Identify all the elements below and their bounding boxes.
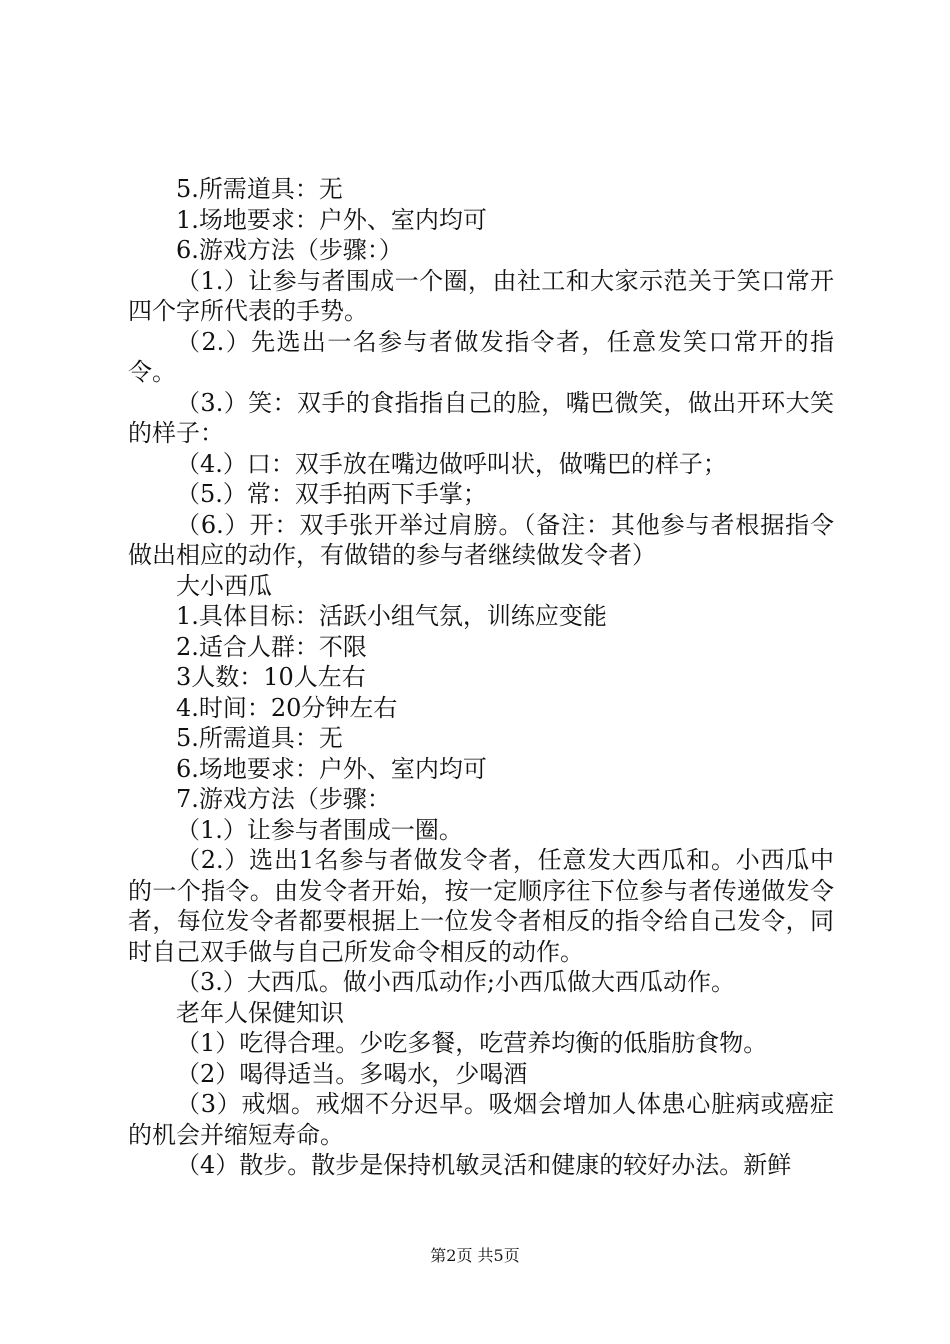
paragraph: 3人数：10人左右 <box>176 663 366 691</box>
paragraph: 2.适合人群：不限 <box>176 632 367 661</box>
paragraph: （5.）常：双手拍两下手掌； <box>176 480 487 508</box>
paragraph: （4）散步。散步是保持机敏灵活和健康的较好办法。新鲜 <box>176 1151 792 1179</box>
paragraph: 5.所需道具：无 <box>176 175 343 203</box>
paragraph: （1）吃得合理。少吃多餐，吃营养均衡的低脂肪食物。 <box>176 1029 768 1057</box>
paragraph: 4.时间：20分钟左右 <box>176 693 398 722</box>
paragraph: （2）喝得适当。多喝水，少喝酒 <box>176 1059 528 1088</box>
paragraph: 6.场地要求：户外、室内均可 <box>176 754 487 783</box>
paragraph: （1.）让参与者围成一个圈，由社工和大家示范关于笑口常开四个字所代表的手势。 <box>128 266 834 325</box>
page-number: 第2页 共5页 <box>430 1246 520 1265</box>
paragraph: 1.场地要求：户外、室内均可 <box>176 205 487 234</box>
paragraph: 5.所需道具：无 <box>176 724 343 752</box>
paragraph: 1.具体目标：活跃小组气氛，训练应变能 <box>176 602 607 630</box>
paragraph: （2.）先选出一名参与者做发指令者，任意发笑口常开的指令。 <box>128 327 834 386</box>
paragraph: （4.）口：双手放在嘴边做呼叫状，做嘴巴的样子； <box>176 449 727 478</box>
paragraph: （2.）选出1名参与者做发令者，任意发大西瓜和。小西瓜中的一个指令。由发令者开始，按一定顺序往下位参与者传递做发令者，每位发令者都要根据上一位发令者相反的指令给自己发令，同时自己双手做与自己所发命令相反的动作。 <box>128 846 834 966</box>
paragraph: （3.）笑：双手的食指指自己的脸，嘴巴微笑，做出开环大笑的样子： <box>128 388 834 447</box>
document-body <box>128 174 834 1181</box>
paragraph: （1.）让参与者围成一圈。 <box>176 815 463 844</box>
section-title: 大小西瓜 <box>176 571 272 600</box>
paragraph: 7.游戏方法（步骤： <box>176 785 391 813</box>
paragraph: （3）戒烟。戒烟不分迟早。吸烟会增加人体患心脏病或癌症的机会并缩短寿命。 <box>128 1090 834 1149</box>
paragraph: （3.）大西瓜。做小西瓜动作;小西瓜做大西瓜动作。 <box>176 968 735 996</box>
section-title: 老年人保健知识 <box>176 998 344 1027</box>
paragraph: 6.游戏方法（步骤：） <box>176 236 403 264</box>
paragraph: （6.）开：双手张开举过肩膀。（备注：其他参与者根据指令做出相应的动作，有做错的参与者继续做发令者） <box>128 510 834 569</box>
